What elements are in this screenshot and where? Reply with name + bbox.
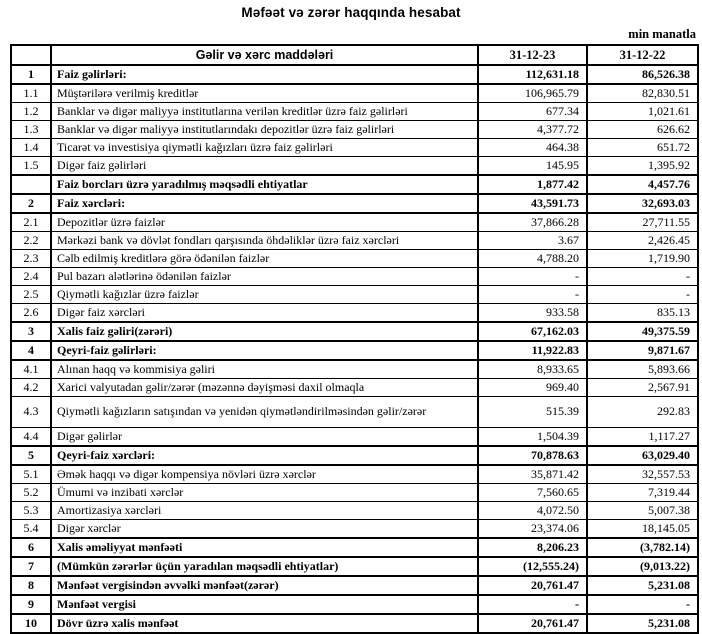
- row-label: Faiz borcları üzrə yaradılmış məqsədli ehtiyatlar: [51, 175, 478, 194]
- row-number: 2.3: [11, 250, 51, 268]
- row-number: 8: [11, 576, 51, 595]
- value-2022: 5,231.08: [587, 576, 698, 595]
- value-2023: 23,374.06: [478, 520, 587, 539]
- row-label: Cəlb edilmiş kreditlərə görə ödənilən faizlər: [51, 250, 478, 268]
- value-2023: 106,965.79: [478, 84, 587, 103]
- header-date-2022: 31-12-22: [587, 45, 698, 65]
- value-2022: 1,719.90: [587, 250, 698, 268]
- row-number: 6: [11, 538, 51, 557]
- value-2022: 5,893.66: [587, 360, 698, 379]
- value-2022: 82,830.51: [587, 84, 698, 103]
- table-row: [11, 65, 698, 84]
- row-label: Qeyri-faiz gəlirləri:: [51, 341, 478, 360]
- table-row: [11, 379, 698, 397]
- row-label: (Mümkün zərərlər üçün yaradılan məqsədli ehtiyatlar): [51, 557, 478, 576]
- table-row: [11, 304, 698, 323]
- header-items-column: Gəlir və xərc maddələri: [51, 45, 478, 65]
- row-number: 1: [11, 65, 51, 84]
- value-2022: 27,711.55: [587, 213, 698, 232]
- value-2023: 8,206.23: [478, 538, 587, 557]
- row-label: Faiz gəlirləri:: [51, 65, 478, 84]
- row-number: 4: [11, 341, 51, 360]
- value-2023: 1,877.42: [478, 175, 587, 194]
- row-label: Xalis əməliyyat mənfəəti: [51, 538, 478, 557]
- row-label: Dövr üzrə xalis mənfəət: [51, 614, 478, 633]
- row-label: Müştərilərə verilmiş kreditlər: [51, 84, 478, 103]
- table-row: [11, 557, 698, 576]
- table-row: [11, 250, 698, 268]
- value-2022: 1,395.92: [587, 157, 698, 176]
- row-label: Digər gəlirlər: [51, 428, 478, 447]
- value-2023: (12,555.24): [478, 557, 587, 576]
- value-2022: 4,457.76: [587, 175, 698, 194]
- row-label: Mənfəət vergisindən əvvəlki mənfəət(zərər): [51, 576, 478, 595]
- row-number: 1.1: [11, 84, 51, 103]
- row-label: Banklar və digər maliyyə institutlarına verilən kreditlər üzrə faiz gəlirləri: [51, 103, 478, 121]
- value-2022: 2,567.91: [587, 379, 698, 397]
- income-statement-table: [10, 44, 699, 634]
- row-number: 2.6: [11, 304, 51, 323]
- table-row: [11, 232, 698, 250]
- row-number: 7: [11, 557, 51, 576]
- row-label: Qiymətli kağızların satışından və yenidən qiymətləndirilməsindən gəlir/zərər: [51, 397, 478, 428]
- row-number: 5.1: [11, 465, 51, 484]
- table-row: [11, 121, 698, 139]
- value-2022: 292.83: [587, 397, 698, 428]
- value-2023: 8,933.65: [478, 360, 587, 379]
- table-row: [11, 268, 698, 286]
- value-2023: 969.40: [478, 379, 587, 397]
- row-number: 4.3: [11, 397, 51, 428]
- row-number: 2.4: [11, 268, 51, 286]
- row-label: Xalis faiz gəliri(zərəri): [51, 322, 478, 341]
- row-label: Digər xərclər: [51, 520, 478, 539]
- value-2022: -: [587, 268, 698, 286]
- value-2023: -: [478, 268, 587, 286]
- table-row: [11, 84, 698, 103]
- table-row: [11, 397, 698, 428]
- value-2023: 35,871.42: [478, 465, 587, 484]
- row-number: 5.4: [11, 520, 51, 539]
- value-2022: (9,013.22): [587, 557, 698, 576]
- row-number: 2.2: [11, 232, 51, 250]
- row-number: 1.4: [11, 139, 51, 157]
- row-number: 5: [11, 446, 51, 465]
- value-2022: 5,231.08: [587, 614, 698, 633]
- value-2022: -: [587, 286, 698, 304]
- value-2022: 1,117.27: [587, 428, 698, 447]
- row-label: Banklar və digər maliyyə institutlarındakı depozitlər üzrə faiz gəlirləri: [51, 121, 478, 139]
- table-row: [11, 175, 698, 194]
- table-header-row: [11, 45, 698, 65]
- value-2023: 933.58: [478, 304, 587, 323]
- unit-note: min manatla: [628, 27, 696, 41]
- table-row: [11, 322, 698, 341]
- header-number-column: [11, 45, 51, 65]
- table-row: [11, 538, 698, 557]
- value-2023: 4,072.50: [478, 502, 587, 520]
- row-number: 4.1: [11, 360, 51, 379]
- table-row: [11, 520, 698, 539]
- value-2022: 32,557.53: [587, 465, 698, 484]
- row-number: 5.3: [11, 502, 51, 520]
- table-row: [11, 286, 698, 304]
- table-row: [11, 341, 698, 360]
- table-row: [11, 576, 698, 595]
- value-2022: (3,782.14): [587, 538, 698, 557]
- value-2023: 464.38: [478, 139, 587, 157]
- table-row: [11, 194, 698, 213]
- value-2023: 20,761.47: [478, 576, 587, 595]
- row-number: 3: [11, 322, 51, 341]
- row-number: 10: [11, 614, 51, 633]
- value-2023: 1,504.39: [478, 428, 587, 447]
- row-label: Amortizasiya xərcləri: [51, 502, 478, 520]
- table-row: [11, 484, 698, 502]
- page-title: Məfəət və zərər haqqında hesabat: [241, 5, 461, 20]
- header-date-2023: 31-12-23: [478, 45, 587, 65]
- value-2022: 9,871.67: [587, 341, 698, 360]
- row-number: 9: [11, 595, 51, 614]
- row-label: Depozitlər üzrə faizlər: [51, 213, 478, 232]
- value-2023: 20,761.47: [478, 614, 587, 633]
- table-row: [11, 157, 698, 176]
- table-row: [11, 446, 698, 465]
- table-row: [11, 595, 698, 614]
- row-number: 4.4: [11, 428, 51, 447]
- row-number: 4.2: [11, 379, 51, 397]
- value-2022: 63,029.40: [587, 446, 698, 465]
- row-label: Qiymətli kağızlar üzrə faizlər: [51, 286, 478, 304]
- value-2022: 7,319.44: [587, 484, 698, 502]
- value-2023: 67,162.03: [478, 322, 587, 341]
- value-2023: 4,788.20: [478, 250, 587, 268]
- value-2023: 3.67: [478, 232, 587, 250]
- row-label: Pul bazarı alətlərinə ödənilən faizlər: [51, 268, 478, 286]
- row-number: 2.1: [11, 213, 51, 232]
- table-row: [11, 213, 698, 232]
- row-number: [11, 175, 51, 194]
- row-label: Xarici valyutadan gəlir/zərər (məzənnə dəyişməsi daxil olmaqla: [51, 379, 478, 397]
- row-number: 2: [11, 194, 51, 213]
- row-label: Digər faiz xərcləri: [51, 304, 478, 323]
- table-row: [11, 103, 698, 121]
- row-number: 1.2: [11, 103, 51, 121]
- value-2022: 1,021.61: [587, 103, 698, 121]
- value-2023: 43,591.73: [478, 194, 587, 213]
- row-label: Mənfəət vergisi: [51, 595, 478, 614]
- value-2022: 49,375.59: [587, 322, 698, 341]
- table-row: [11, 502, 698, 520]
- table-row: [11, 614, 698, 633]
- row-label: Ticarət və investisiya qiymətli kağızları üzrə faiz gəlirləri: [51, 139, 478, 157]
- value-2023: 7,560.65: [478, 484, 587, 502]
- row-label: Faiz xərcləri:: [51, 194, 478, 213]
- table-row: [11, 428, 698, 447]
- value-2022: -: [587, 595, 698, 614]
- table-row: [11, 465, 698, 484]
- value-2023: 11,922.83: [478, 341, 587, 360]
- row-label: Digər faiz gəlirləri: [51, 157, 478, 176]
- row-label: Qeyri-faiz xərcləri:: [51, 446, 478, 465]
- value-2022: 626.62: [587, 121, 698, 139]
- row-label: Mərkəzi bank və dövlət fondları qarşısında öhdəliklər üzrə faiz xərcləri: [51, 232, 478, 250]
- value-2023: 112,631.18: [478, 65, 587, 84]
- value-2023: 37,866.28: [478, 213, 587, 232]
- value-2023: 70,878.63: [478, 446, 587, 465]
- value-2022: 2,426.45: [587, 232, 698, 250]
- table-row: [11, 360, 698, 379]
- value-2023: 515.39: [478, 397, 587, 428]
- value-2023: 677.34: [478, 103, 587, 121]
- row-label: Alınan haqq və kommisiya gəliri: [51, 360, 478, 379]
- value-2022: 18,145.05: [587, 520, 698, 539]
- value-2023: -: [478, 595, 587, 614]
- value-2022: 651.72: [587, 139, 698, 157]
- row-number: 1.5: [11, 157, 51, 176]
- value-2022: 32,693.03: [587, 194, 698, 213]
- row-number: 1.3: [11, 121, 51, 139]
- value-2022: 86,526.38: [587, 65, 698, 84]
- row-label: Ümumi və inzibati xərclər: [51, 484, 478, 502]
- table-row: [11, 139, 698, 157]
- value-2023: 4,377.72: [478, 121, 587, 139]
- row-number: 5.2: [11, 484, 51, 502]
- value-2022: 5,007.38: [587, 502, 698, 520]
- value-2023: -: [478, 286, 587, 304]
- value-2022: 835.13: [587, 304, 698, 323]
- row-label: Əmək haqqı və digər kompensiya növləri üzrə xərclər: [51, 465, 478, 484]
- value-2023: 145.95: [478, 157, 587, 176]
- row-number: 2.5: [11, 286, 51, 304]
